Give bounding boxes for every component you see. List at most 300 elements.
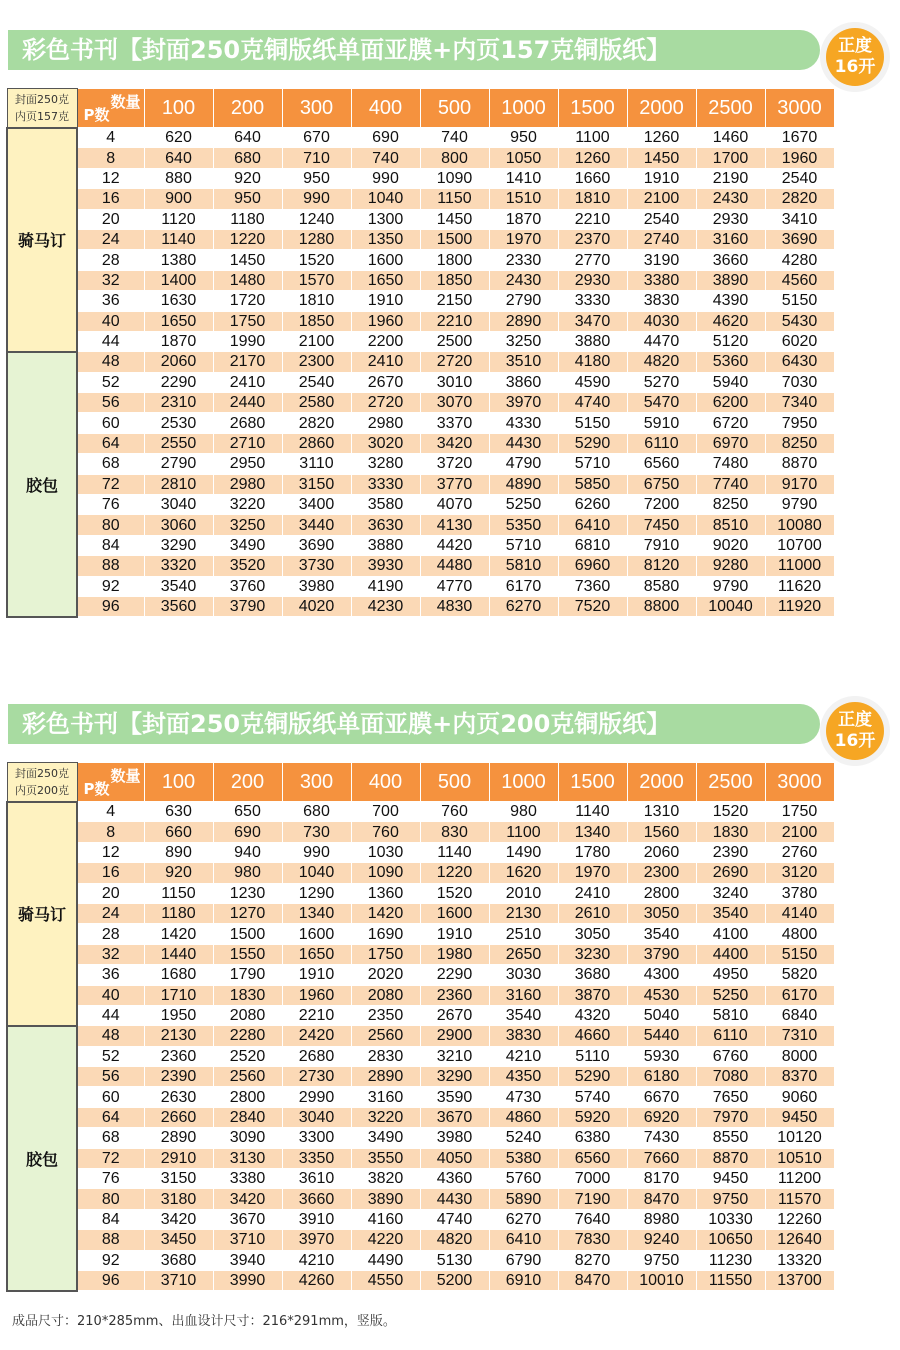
price-cell: 2080	[351, 985, 420, 1005]
price-cell: 13700	[765, 1270, 834, 1290]
table-row	[7, 924, 834, 944]
page-count-cell: 76	[77, 495, 144, 515]
page-count-cell: 72	[77, 1148, 144, 1168]
price-cell: 7340	[765, 393, 834, 413]
table-row	[7, 1209, 834, 1229]
price-cell: 3540	[627, 924, 696, 944]
section-banner	[8, 30, 820, 70]
price-cell: 3830	[489, 1026, 558, 1046]
price-cell: 2150	[420, 291, 489, 311]
price-cell: 920	[144, 863, 213, 883]
price-cell: 2100	[765, 822, 834, 842]
price-cell: 3380	[213, 1169, 282, 1189]
price-cell: 2890	[144, 1128, 213, 1148]
corner-p-label: P数	[83, 780, 110, 798]
price-cell: 3770	[420, 474, 489, 494]
price-cell: 5820	[765, 965, 834, 985]
price-cell: 4740	[558, 393, 627, 413]
price-cell: 1340	[282, 903, 351, 923]
price-cell: 9280	[696, 556, 765, 576]
price-cell: 6410	[558, 515, 627, 535]
page-count-cell: 28	[77, 924, 144, 944]
price-cell: 1870	[144, 331, 213, 351]
price-cell: 2890	[489, 311, 558, 331]
price-cell: 5290	[558, 1067, 627, 1087]
price-cell: 4430	[420, 1189, 489, 1209]
price-cell: 4360	[420, 1169, 489, 1189]
table-row	[7, 433, 834, 453]
price-cell: 5040	[627, 1005, 696, 1025]
page-count-cell: 80	[77, 515, 144, 535]
price-cell: 3940	[213, 1250, 282, 1270]
price-cell: 5130	[420, 1250, 489, 1270]
price-cell: 640	[213, 128, 282, 148]
price-cell: 10010	[627, 1270, 696, 1290]
price-cell: 4180	[558, 352, 627, 372]
price-cell: 4530	[627, 985, 696, 1005]
price-cell: 1480	[213, 270, 282, 290]
quantity-header: 400	[351, 89, 420, 128]
price-cell: 2290	[144, 372, 213, 392]
price-cell: 6810	[558, 535, 627, 555]
price-cell: 1520	[282, 250, 351, 270]
page-count-cell: 32	[77, 944, 144, 964]
price-cell: 3180	[144, 1189, 213, 1209]
price-cell: 2530	[144, 413, 213, 433]
price-cell: 2300	[282, 352, 351, 372]
price-cell: 11550	[696, 1270, 765, 1290]
price-cell: 4490	[351, 1250, 420, 1270]
price-cell: 5350	[489, 515, 558, 535]
page-count-cell: 84	[77, 1209, 144, 1229]
price-cell: 7430	[627, 1128, 696, 1148]
table-row	[7, 454, 834, 474]
price-cell: 1720	[213, 291, 282, 311]
price-cell: 6410	[489, 1230, 558, 1250]
price-cell: 2560	[213, 1067, 282, 1087]
price-cell: 5360	[696, 352, 765, 372]
page-count-cell: 12	[77, 168, 144, 188]
table-row	[7, 883, 834, 903]
price-cell: 4420	[420, 535, 489, 555]
price-cell: 3160	[696, 229, 765, 249]
price-cell: 1960	[765, 148, 834, 168]
page-count-cell: 52	[77, 372, 144, 392]
price-cell: 2100	[282, 331, 351, 351]
size-badge-text	[826, 702, 884, 760]
price-cell: 760	[351, 822, 420, 842]
corner-qty-label: 数量	[110, 93, 141, 111]
price-cell: 3240	[696, 883, 765, 903]
price-cell: 3660	[696, 250, 765, 270]
price-cell: 3290	[144, 535, 213, 555]
quantity-header: 2000	[627, 89, 696, 128]
price-cell: 11230	[696, 1250, 765, 1270]
price-cell: 1660	[558, 168, 627, 188]
table-row	[7, 229, 834, 249]
price-cell: 4100	[696, 924, 765, 944]
price-cell: 760	[420, 802, 489, 822]
price-cell: 2930	[696, 209, 765, 229]
price-cell: 3970	[489, 393, 558, 413]
quantity-header: 400	[351, 763, 420, 802]
price-cell: 1420	[351, 903, 420, 923]
quantity-header: 1000	[489, 763, 558, 802]
page-count-cell: 96	[77, 1270, 144, 1290]
price-cell: 9020	[696, 535, 765, 555]
price-cell: 3670	[213, 1209, 282, 1229]
group-perfect-bind: 胶包	[7, 352, 77, 617]
price-cell: 2980	[213, 474, 282, 494]
price-cell: 3380	[627, 270, 696, 290]
price-cell: 2560	[351, 1026, 420, 1046]
page-count-cell: 56	[77, 1067, 144, 1087]
price-cell: 2440	[213, 393, 282, 413]
price-cell: 1450	[420, 209, 489, 229]
price-cell: 3370	[420, 413, 489, 433]
price-cell: 11920	[765, 596, 834, 616]
price-cell: 1520	[420, 883, 489, 903]
price-cell: 3020	[351, 433, 420, 453]
price-cell: 2680	[213, 413, 282, 433]
price-cell: 4050	[420, 1148, 489, 1168]
price-cell: 1180	[144, 903, 213, 923]
section-banner	[8, 704, 820, 744]
price-cell: 2010	[489, 883, 558, 903]
price-cell: 3470	[558, 311, 627, 331]
price-cell: 10700	[765, 535, 834, 555]
price-cell: 2390	[696, 842, 765, 862]
price-cell: 1950	[144, 1005, 213, 1025]
paper-legend	[7, 89, 77, 128]
price-cell: 1830	[696, 822, 765, 842]
price-cell: 3710	[144, 1270, 213, 1290]
price-cell: 8370	[765, 1067, 834, 1087]
price-cell: 3550	[351, 1148, 420, 1168]
page-count-cell: 8	[77, 822, 144, 842]
page-count-cell: 24	[77, 229, 144, 249]
page-count-cell: 64	[77, 433, 144, 453]
price-cell: 4320	[558, 1005, 627, 1025]
price-cell: 2540	[282, 372, 351, 392]
price-cell: 2130	[489, 903, 558, 923]
price-cell: 7080	[696, 1067, 765, 1087]
price-cell: 3580	[351, 495, 420, 515]
price-cell: 980	[489, 802, 558, 822]
price-cell: 6430	[765, 352, 834, 372]
price-cell: 3510	[489, 352, 558, 372]
price-cell: 900	[144, 189, 213, 209]
price-cell: 4260	[282, 1270, 351, 1290]
price-cell: 1090	[420, 168, 489, 188]
price-cell: 3040	[144, 495, 213, 515]
price-cell: 5150	[765, 291, 834, 311]
price-cell: 1800	[420, 250, 489, 270]
badge-line: 正度	[838, 710, 872, 730]
price-cell: 10040	[696, 596, 765, 616]
price-cell: 700	[351, 802, 420, 822]
price-cell: 3540	[144, 576, 213, 596]
price-cell: 2840	[213, 1107, 282, 1127]
quantity-header: 2500	[696, 89, 765, 128]
price-cell: 3250	[213, 515, 282, 535]
price-cell: 5940	[696, 372, 765, 392]
price-cell: 2690	[696, 863, 765, 883]
price-cell: 4550	[351, 1270, 420, 1290]
price-cell: 6560	[558, 1148, 627, 1168]
price-cell: 670	[282, 128, 351, 148]
price-cell: 6560	[627, 454, 696, 474]
price-cell: 830	[420, 822, 489, 842]
price-cell: 4890	[489, 474, 558, 494]
price-cell: 4470	[627, 331, 696, 351]
price-cell: 6020	[765, 331, 834, 351]
price-cell: 3190	[627, 250, 696, 270]
price-cell: 5250	[696, 985, 765, 1005]
page-count-cell: 12	[77, 842, 144, 862]
price-cell: 3790	[213, 596, 282, 616]
quantity-header: 2000	[627, 763, 696, 802]
price-cell: 2510	[489, 924, 558, 944]
price-cell: 7200	[627, 495, 696, 515]
table-row	[7, 413, 834, 433]
table-row	[7, 1128, 834, 1148]
table-row	[7, 822, 834, 842]
price-cell: 12260	[765, 1209, 834, 1229]
price-cell: 3610	[282, 1169, 351, 1189]
table-row	[7, 209, 834, 229]
table-row	[7, 515, 834, 535]
price-cell: 4400	[696, 944, 765, 964]
table-row	[7, 556, 834, 576]
price-cell: 3290	[420, 1067, 489, 1087]
quantity-header: 2500	[696, 763, 765, 802]
price-cell: 7310	[765, 1026, 834, 1046]
price-cell: 2900	[420, 1026, 489, 1046]
page-count-cell: 88	[77, 556, 144, 576]
price-cell: 6170	[489, 576, 558, 596]
price-cell: 2670	[420, 1005, 489, 1025]
price-cell: 1350	[351, 229, 420, 249]
price-cell: 710	[282, 148, 351, 168]
table-row	[7, 1067, 834, 1087]
table-row	[7, 1026, 834, 1046]
table-row	[7, 495, 834, 515]
price-cell: 2360	[144, 1046, 213, 1066]
table-row	[7, 270, 834, 290]
price-cell: 3630	[351, 515, 420, 535]
price-cell: 1680	[144, 965, 213, 985]
price-cell: 3440	[282, 515, 351, 535]
price-cell: 3980	[420, 1128, 489, 1148]
page-count-cell: 20	[77, 209, 144, 229]
price-cell: 880	[144, 168, 213, 188]
price-cell: 10650	[696, 1230, 765, 1250]
price-cell: 1420	[144, 924, 213, 944]
price-cell: 730	[282, 822, 351, 842]
price-cell: 950	[213, 189, 282, 209]
price-cell: 4730	[489, 1087, 558, 1107]
price-cell: 3220	[213, 495, 282, 515]
page-count-cell: 36	[77, 291, 144, 311]
price-cell: 12640	[765, 1230, 834, 1250]
price-cell: 6380	[558, 1128, 627, 1148]
price-cell: 9790	[765, 495, 834, 515]
price-cell: 6110	[696, 1026, 765, 1046]
price-cell: 5920	[558, 1107, 627, 1127]
quantity-header: 500	[420, 89, 489, 128]
price-cell: 4020	[282, 596, 351, 616]
price-cell: 2210	[282, 1005, 351, 1025]
price-cell: 2130	[144, 1026, 213, 1046]
price-cell: 3880	[558, 331, 627, 351]
corner-qty-label: 数量	[110, 767, 141, 785]
price-cell: 890	[144, 842, 213, 862]
table-row	[7, 1169, 834, 1189]
price-cell: 1450	[213, 250, 282, 270]
price-cell: 980	[213, 863, 282, 883]
price-cell: 5110	[558, 1046, 627, 1066]
price-cell: 1150	[144, 883, 213, 903]
price-cell: 3130	[213, 1148, 282, 1168]
page-count-cell: 48	[77, 352, 144, 372]
legend-line: 封面250克	[15, 766, 69, 780]
price-cell: 3710	[213, 1230, 282, 1250]
price-cell: 7740	[696, 474, 765, 494]
page-count-cell: 68	[77, 1128, 144, 1148]
price-cell: 3680	[144, 1250, 213, 1270]
price-cell: 3690	[282, 535, 351, 555]
price-cell: 680	[282, 802, 351, 822]
price-cell: 2360	[420, 985, 489, 1005]
price-cell: 4300	[627, 965, 696, 985]
price-cell: 5890	[489, 1189, 558, 1209]
price-cell: 1140	[420, 842, 489, 862]
price-cell: 2430	[489, 270, 558, 290]
price-cell: 1970	[558, 863, 627, 883]
price-cell: 6670	[627, 1087, 696, 1107]
price-cell: 9790	[696, 576, 765, 596]
price-cell: 3910	[282, 1209, 351, 1229]
price-cell: 8800	[627, 596, 696, 616]
price-cell: 1910	[627, 168, 696, 188]
price-cell: 7360	[558, 576, 627, 596]
price-cell: 1570	[282, 270, 351, 290]
price-cell: 2860	[282, 433, 351, 453]
price-cell: 4950	[696, 965, 765, 985]
price-cell: 3060	[144, 515, 213, 535]
price-cell: 11000	[765, 556, 834, 576]
price-cell: 3220	[351, 1107, 420, 1127]
price-cell: 1260	[558, 148, 627, 168]
price-cell: 1630	[144, 291, 213, 311]
page-count-cell: 84	[77, 535, 144, 555]
price-cell: 3110	[282, 454, 351, 474]
section-title: 彩色书刊【封面250克铜版纸单面亚膜+内页157克铜版纸】	[22, 36, 671, 64]
table-row	[7, 1148, 834, 1168]
price-table	[6, 88, 835, 618]
price-cell: 1550	[213, 944, 282, 964]
price-cell: 9450	[765, 1107, 834, 1127]
price-cell: 5810	[696, 1005, 765, 1025]
price-cell: 2390	[144, 1067, 213, 1087]
price-cell: 3160	[489, 985, 558, 1005]
price-cell: 1310	[627, 802, 696, 822]
table-row	[7, 250, 834, 270]
size-badge	[820, 696, 890, 766]
price-cell: 3540	[489, 1005, 558, 1025]
page-count-cell: 64	[77, 1107, 144, 1127]
price-cell: 4230	[351, 596, 420, 616]
price-cell: 2540	[765, 168, 834, 188]
price-cell: 4210	[282, 1250, 351, 1270]
size-badge	[820, 22, 890, 92]
price-cell: 1240	[282, 209, 351, 229]
price-cell: 2540	[627, 209, 696, 229]
price-cell: 2890	[351, 1067, 420, 1087]
price-cell: 5440	[627, 1026, 696, 1046]
price-cell: 1750	[351, 944, 420, 964]
price-cell: 11570	[765, 1189, 834, 1209]
price-cell: 2720	[420, 352, 489, 372]
price-cell: 8870	[765, 454, 834, 474]
price-cell: 1300	[351, 209, 420, 229]
table-row	[7, 903, 834, 923]
price-cell: 2290	[420, 965, 489, 985]
page-count-cell: 52	[77, 1046, 144, 1066]
price-cell: 2410	[213, 372, 282, 392]
table-row	[7, 1087, 834, 1107]
legend-line: 内页200克	[15, 783, 69, 797]
price-cell: 3860	[489, 372, 558, 392]
price-cell: 9240	[627, 1230, 696, 1250]
price-cell: 920	[213, 168, 282, 188]
price-cell: 5740	[558, 1087, 627, 1107]
price-cell: 1400	[144, 270, 213, 290]
price-cell: 3890	[351, 1189, 420, 1209]
quantity-header: 200	[213, 89, 282, 128]
price-cell: 3590	[420, 1087, 489, 1107]
price-cell: 2760	[765, 842, 834, 862]
price-cell: 8000	[765, 1046, 834, 1066]
price-cell: 1220	[213, 229, 282, 249]
price-cell: 11620	[765, 576, 834, 596]
page-count-cell: 20	[77, 883, 144, 903]
quantity-header: 500	[420, 763, 489, 802]
size-badge-text	[826, 28, 884, 86]
price-cell: 620	[144, 128, 213, 148]
header-row	[7, 763, 834, 802]
table-row	[7, 128, 834, 148]
price-cell: 3010	[420, 372, 489, 392]
table-row	[7, 1250, 834, 1270]
page-count-cell: 40	[77, 311, 144, 331]
table-row	[7, 1270, 834, 1290]
quantity-header: 3000	[765, 89, 834, 128]
price-cell: 6180	[627, 1067, 696, 1087]
price-cell: 8510	[696, 515, 765, 535]
price-cell: 8270	[558, 1250, 627, 1270]
price-cell: 2370	[558, 229, 627, 249]
table-row	[7, 1005, 834, 1025]
footnote: 成品尺寸：210*285mm、出血设计尺寸：216*291mm，竖版。	[12, 1314, 396, 1329]
price-cell: 1560	[627, 822, 696, 842]
price-cell: 1380	[144, 250, 213, 270]
price-cell: 630	[144, 802, 213, 822]
price-cell: 740	[420, 128, 489, 148]
price-cell: 2800	[627, 883, 696, 903]
price-cell: 2650	[489, 944, 558, 964]
